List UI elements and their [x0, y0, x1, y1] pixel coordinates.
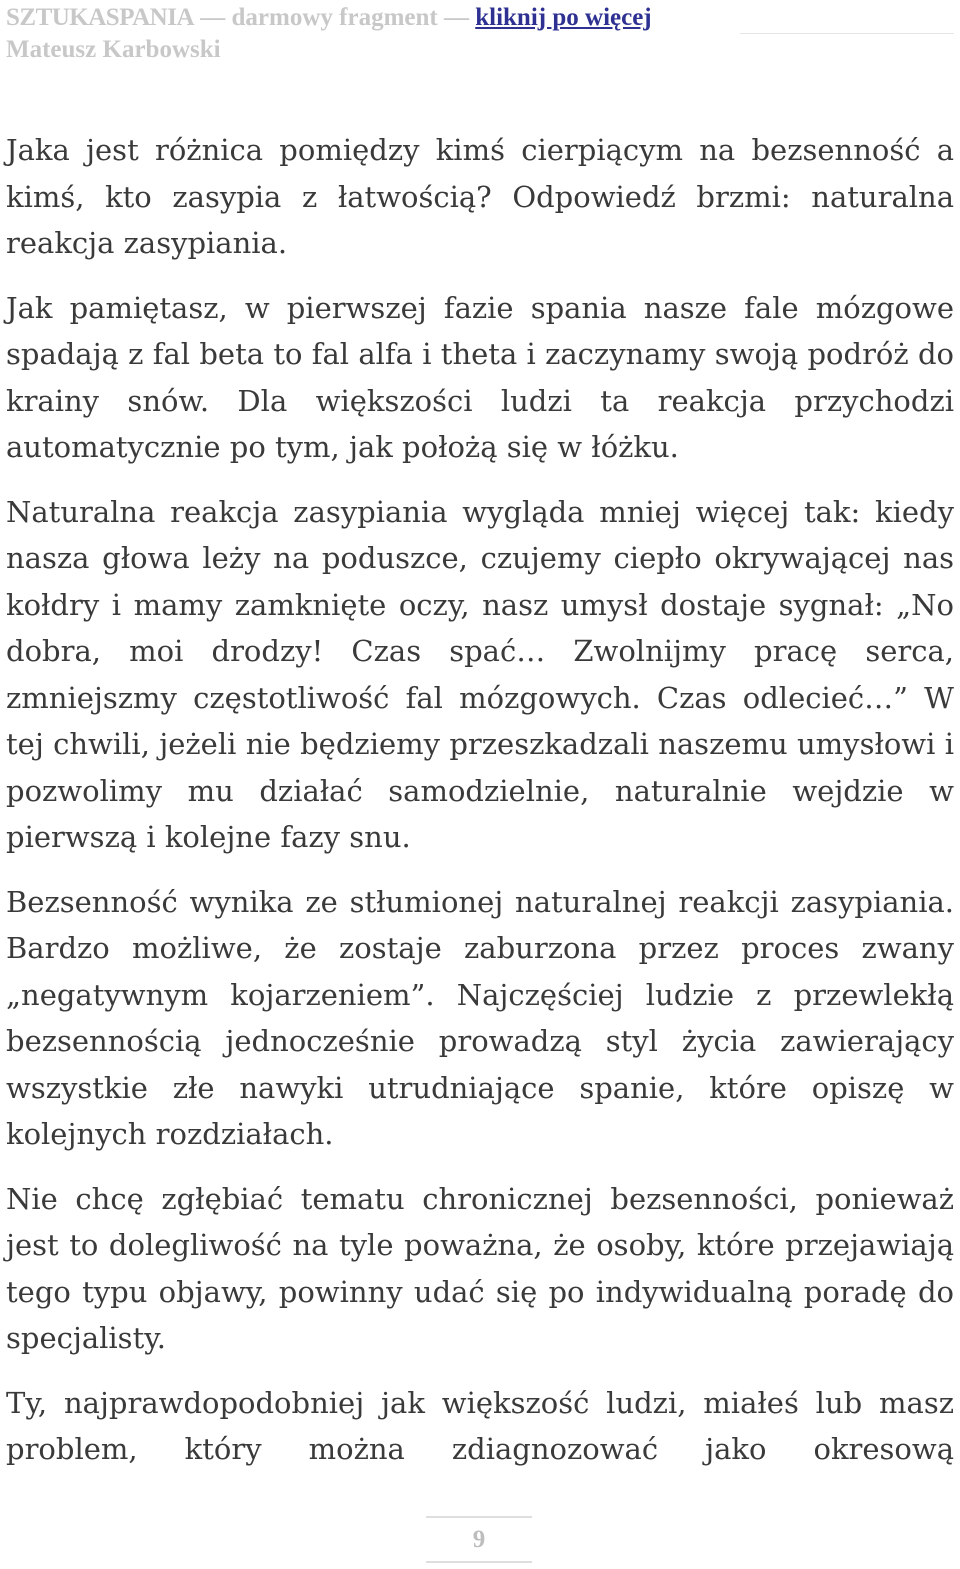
header-rule — [740, 33, 954, 34]
paragraph: Bezsenność wynika ze stłumionej naturalnej reakcji zasypiania. Bardzo możliwe, że zostaje zaburzona przez proces zwany „negatywnym kojarzeniem”. Najczęściej ludzie z przewlekłą bezsennością jednocześnie prowadzą styl życia zawierający wszystkie złe nawyki utrudniające spanie, które opiszę w kolejnych rozdziałach. — [6, 884, 954, 1151]
more-link[interactable]: kliknij po więcej — [475, 4, 652, 31]
book-title: SZTUKASPANIA — [6, 4, 195, 31]
paragraph: Jaka jest różnica pomiędzy kimś cierpiącym na bezsenność a kimś, kto zasypia z łatwością? Odpowiedź brzmi: naturalna reakcja zasypiania. — [6, 133, 954, 260]
page-header — [6, 2, 954, 66]
page-number: 9 — [472, 1526, 486, 1553]
author-name: Mateusz Karbowski — [6, 36, 221, 63]
header-separator-2: — — [437, 4, 476, 31]
paragraph: Jak pamiętasz, w pierwszej fazie spania nasze fale mózgowe spadają z fal beta to fal alfa i theta i zaczynamy swoją podróż do krainy snów. Dla większości ludzi ta reakcja przychodzi automatycznie po tym, jak położą się w łóżku. — [6, 290, 954, 464]
paragraph: Ty, najprawdopodobniej jak większość ludzi, miałeś lub masz problem, który można zdiagnozować jako okresową — [6, 1385, 954, 1466]
document-body — [6, 127, 954, 1491]
paragraph: Nie chcę zgłębiać tematu chronicznej bezsenności, ponieważ jest to dolegliwość na tyle poważna, że osoby, które przejawiają tego typu objawy, powinny udać się po indywidualną poradę do specjalisty. — [6, 1181, 954, 1355]
page-footer — [426, 1516, 532, 1563]
header-title-line — [6, 2, 954, 34]
header-subtitle: darmowy fragment — [231, 4, 438, 31]
paragraph: Naturalna reakcja zasypiania wygląda mniej więcej tak: kiedy nasza głowa leży na poduszce, czujemy ciepło okrywającej nas kołdry i mamy zamknięte oczy, nasz umysł dostaje sygnał: „No dobra, moi drodzy! Czas spać… Zwolnijmy pracę serca, zmniejszmy częstotliwość fal mózgowych. Czas odlecieć…” W tej chwili, jeżeli nie będziemy przeszkadzali naszemu umysłowi i pozwolimy mu działać samodzielnie, naturalnie wejdzie w pierwszą i kolejne fazy snu. — [6, 494, 954, 854]
header-separator-1: — — [194, 4, 232, 31]
